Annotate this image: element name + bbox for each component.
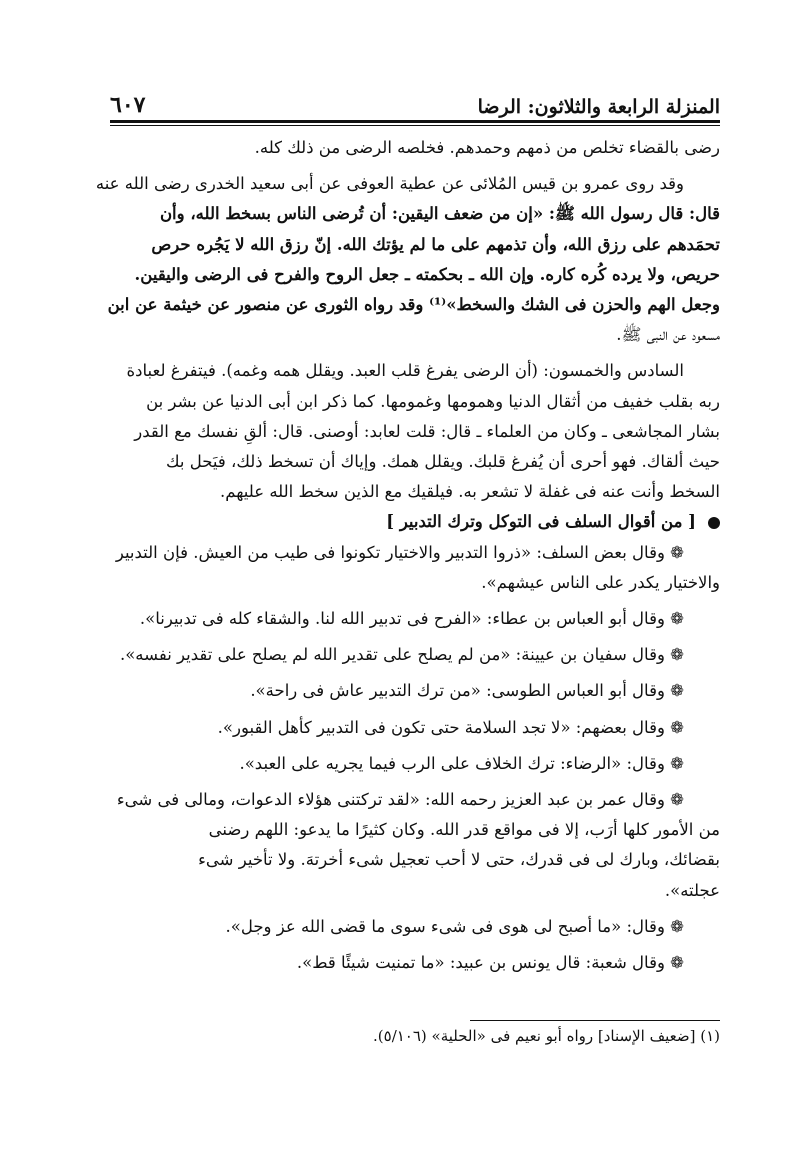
text-line: حريص، ولا يرده كُره كاره. وإن الله ـ بحكمته ـ جعل الروح والفرح فى الرضى واليقين.	[134, 264, 720, 284]
running-header	[110, 88, 720, 118]
footnote: (١) [ضعيف الإسناد] رواه أبو نعيم فى «الحلية» (٥/١٠٦).	[373, 1027, 720, 1045]
section-heading	[95, 507, 720, 537]
text-line: ❁ وقال بعض السلف: «ذروا التدبير والاختيار تكونوا فى طيب من العيش. فإن التدبير	[115, 542, 684, 562]
section-heading-text: [ من أقوال السلف فى التوكل وترك التدبير ]	[386, 512, 696, 532]
text-line: ❁ وقال أبو العباس بن عطاء: «الفرح فى تدبير الله لنا. والشقاء كله فى تدبيرنا».	[139, 609, 684, 629]
text-line: السادس والخمسون: (أن الرضى يفرغ قلب العبد. ويقلل همه وغمه). فيتفرغ لعبادة	[126, 361, 684, 381]
text-line: السخط وأنت عنه فى غفلة لا تشعر به. فيلقيك مع الذين سخط الله عليهم.	[219, 482, 720, 502]
text-line: ربه بقلب خفيف من أثقال الدنيا وهمومها وغمومها. كما ذكر ابن أبى الدنيا عن بشر بن	[146, 391, 720, 411]
text-line: ❁ وقال بعضهم: «لا تجد السلامة حتى تكون فى التدبير كأهل القبور».	[217, 717, 684, 737]
text-line: ❁ وقال: «ما أصبح لى هوى فى شىء سوى ما قضى الله عز وجل».	[225, 916, 684, 936]
text-line: تحمَدهم على رزق الله، وأن تذمهم على ما لم يؤتك الله. إنّ رزق الله لا يَجُره حرص	[151, 234, 720, 254]
running-title: المنزلة الرابعة والثلاثون: الرضا	[477, 96, 720, 118]
text-line: من الأمور كلها أرَب، إلا فى مواقع قدر الله. وكان كثيرًا ما يدعو: اللهم رضنى	[208, 820, 720, 840]
page-body	[95, 133, 720, 978]
text-line: مسعود عن النبى ﷺ.	[616, 325, 720, 345]
text-line: رضى بالقضاء تخلص من ذمهم وحمدهم. فخلصه الرضى من ذلك كله.	[254, 138, 720, 157]
text-line: بشار المجاشعى ـ وكان من العلماء ـ قال: قلت لعابد: أوصنى. قال: ألقِ نفسك مع القدر	[134, 421, 720, 441]
text-line: قال: قال رسول الله ﷺ: «إن من ضعف اليقين: أن تُرضى الناس بسخط الله، وأن	[159, 204, 720, 224]
bullet-icon	[708, 517, 720, 529]
text-line: ❁ وقال أبو العباس الطوسى: «من ترك التدبير عاش فى راحة».	[250, 681, 684, 701]
text-line: وقد روى عمرو بن قيس المُلائى عن عطية العوفى عن أبى سعيد الخدرى رضى الله عنه	[95, 174, 684, 194]
text-line: عجلته».	[664, 880, 720, 900]
text-line: حيث ألقاك. فهو أحرى أن يُفرغ قلبك. ويقلل همك. وإياك أن تسخط ذلك، فيَحل بك	[166, 452, 720, 472]
text-line: وجعل الهم والحزن فى الشك والسخط»⁽¹⁾ وقد رواه الثورى عن منصور عن خيثمة عن ابن	[107, 295, 720, 315]
text-line: ❁ وقال: «الرضاء: ترك الخلاف على الرب فيما يجريه على العبد».	[239, 753, 684, 773]
text-line: ❁ وقال سفيان بن عيينة: «من لم يصلح على تقدير الله لم يصلح على تقدير نفسه».	[119, 645, 684, 665]
text-line: والاختيار يكدر على الناس عيشهم».	[481, 572, 720, 592]
text-line: ❁ وقال عمر بن عبد العزيز رحمه الله: «لقد تركتنى هؤلاء الدعوات، ومالى فى شىء	[116, 790, 684, 810]
text-line: بقضائك، وبارك لى فى قدرك، حتى لا أحب تعجيل شىء أخرتهَ. ولا تأخير شىء	[198, 850, 720, 870]
footnote-rule	[470, 1020, 720, 1021]
page-number: ٦٠٧	[110, 92, 146, 118]
header-rule	[110, 120, 720, 123]
text-line: ❁ وقال شعبة: قال يونس بن عبيد: «ما تمنيت شيئًا قط».	[296, 953, 684, 973]
header-rule-thin	[110, 125, 720, 126]
